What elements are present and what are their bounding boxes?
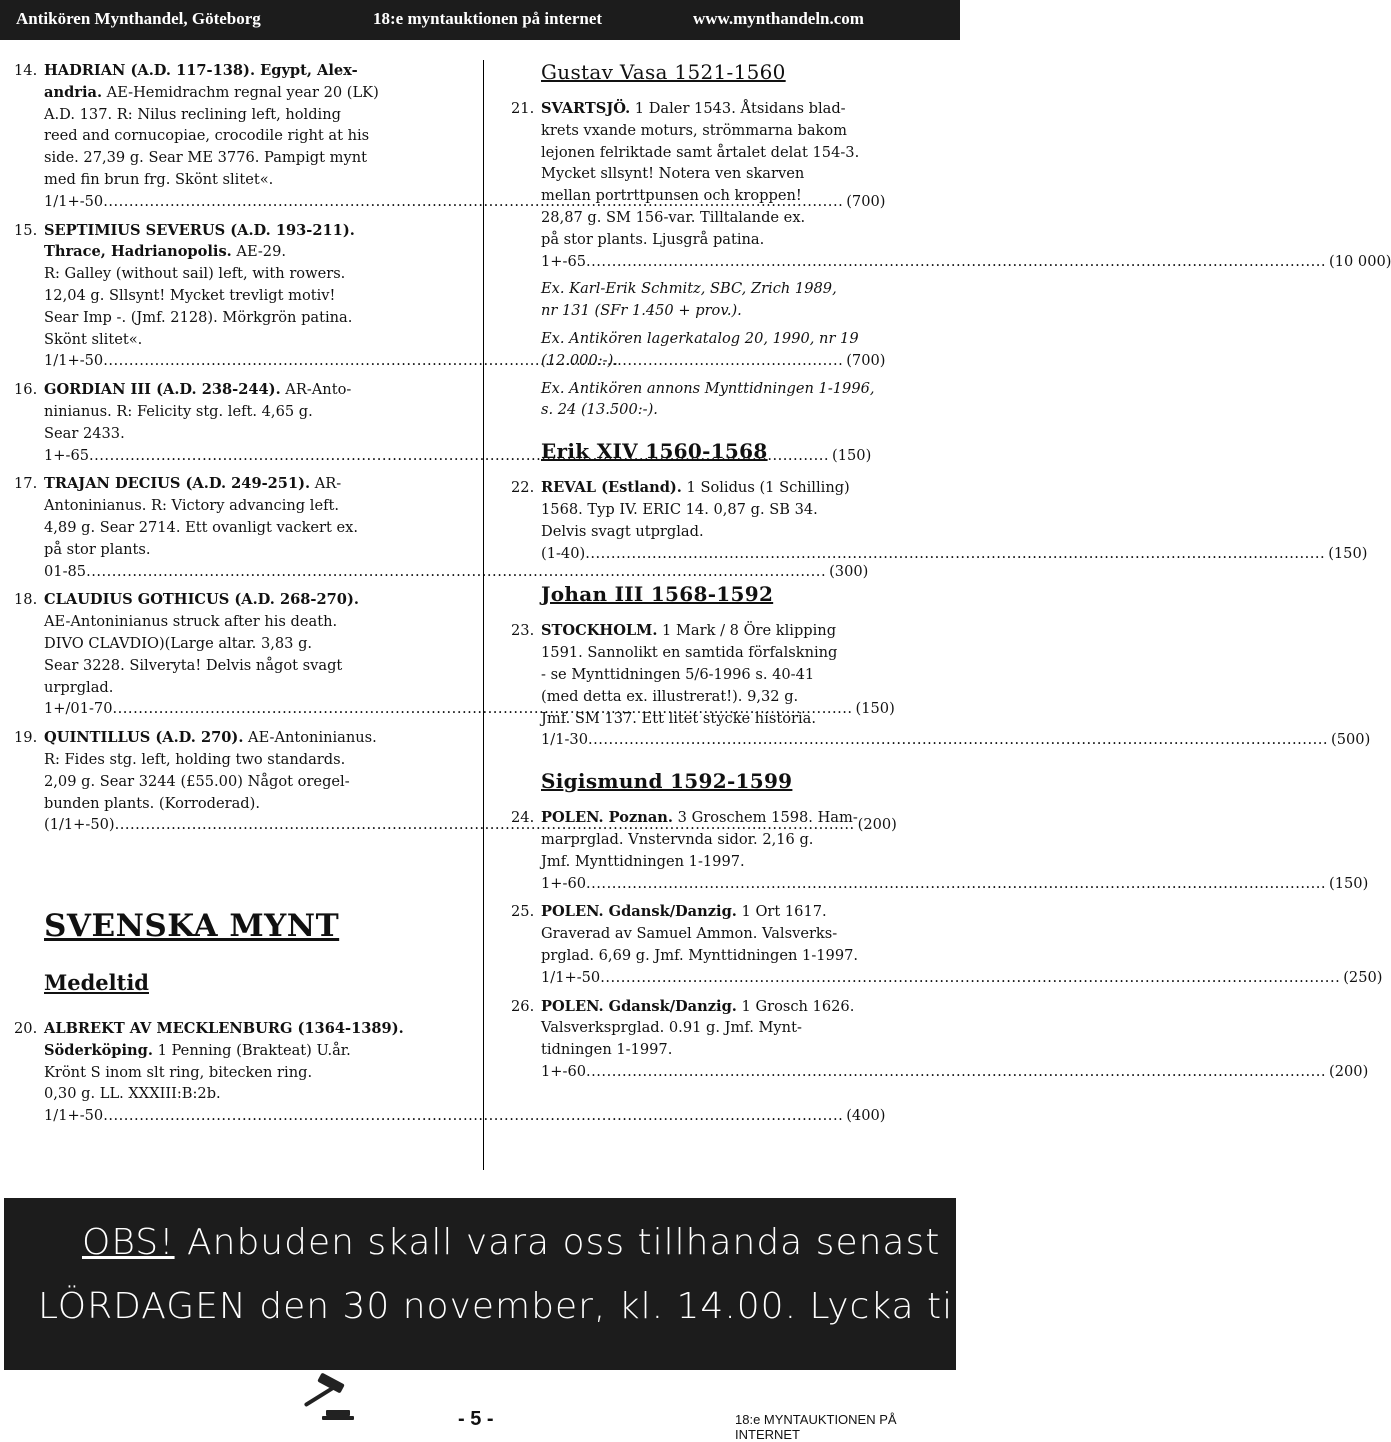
lot-grade: 01-85 xyxy=(44,562,87,580)
lot-line: mellan portrttpunsen och kroppen! xyxy=(541,187,802,205)
leader-dots xyxy=(588,729,1328,751)
lot-line: 28,87 g. SM 156-var. Tilltalande ex. xyxy=(541,208,806,226)
lot-line: SVARTSJÖ. 1 Daler 1543. Åtsidans blad- xyxy=(541,100,846,117)
gavel-icon xyxy=(296,1374,358,1422)
lot-line: SEPTIMIUS SEVERUS (A.D. 193-211). xyxy=(44,221,355,239)
lot-line: HADRIAN (A.D. 117-138). Egypt, Alex- xyxy=(44,62,358,79)
leader-dots xyxy=(600,967,1340,989)
lot-description xyxy=(541,807,1369,894)
lot-line: POLEN. Gdansk/Danzig. 1 Grosch 1626. xyxy=(541,997,855,1015)
lot-line: 2,09 g. Sear 3244 (£55.00) Något oregel- xyxy=(44,772,350,790)
lot-grade: (1/1+-50) xyxy=(44,816,115,834)
lot-number: 24. xyxy=(511,809,535,827)
leader-dots xyxy=(586,1061,1326,1083)
lot-grade: 1/1+-50 xyxy=(44,192,104,210)
lot-line: R: Galley (without sail) left, with rowers. xyxy=(44,265,346,283)
lot-line: tidningen 1-1997. xyxy=(541,1041,673,1059)
lot-grade: 1/1+-50 xyxy=(541,968,601,986)
lot-number: 20. xyxy=(14,1020,38,1037)
lot-line: ninianus. R: Felicity stg. left. 4,65 g. xyxy=(44,402,313,420)
leader-dots xyxy=(103,1105,843,1127)
lot-line: AE-Antoninianus struck after his death. xyxy=(44,613,338,631)
lot-line: R: Fides stg. left, holding two standards. xyxy=(44,750,346,768)
lot-line: side. 27,39 g. Sear ME 3776. Pampigt mynt xyxy=(44,149,367,167)
lot-line: Krönt S inom slt ring, bitecken ring. xyxy=(44,1063,313,1081)
lot-grade: (1-40) xyxy=(541,544,586,562)
lot-number: 18. xyxy=(14,591,38,609)
lot-line: urprglad. xyxy=(44,678,114,696)
lot-line: Valsverksprglad. 0.91 g. Jmf. Mynt- xyxy=(541,1019,802,1037)
lot-item xyxy=(511,98,1391,421)
provenance-line: nr 131 (SFr 1.450 + prov.). xyxy=(541,302,742,320)
lot-estimate: (700) xyxy=(846,352,886,370)
lot-price-row xyxy=(541,543,1368,565)
leader-dots xyxy=(586,873,1326,895)
lot-line: POLEN. Gdansk/Danzig. 1 Ort 1617. xyxy=(541,903,827,921)
provenance-line: (12.000:-). xyxy=(541,351,618,369)
lot-grade: 1+-60 xyxy=(541,874,587,892)
lot-line: ALBREKT AV MECKLENBURG (1364-1389). xyxy=(44,1020,404,1037)
lot-line: Graverad av Samuel Ammon. Valsverks- xyxy=(541,925,838,943)
lot-number: 26. xyxy=(511,997,535,1015)
lot-line: TRAJAN DECIUS (A.D. 249-251). AR- xyxy=(44,475,342,493)
lot-line: Antoninianus. R: Victory advancing left. xyxy=(44,497,339,515)
lot-number: 19. xyxy=(14,729,38,747)
lot-price-row xyxy=(541,729,1371,751)
lot-grade: 1/1+-50 xyxy=(44,1107,104,1125)
lot-line: marprglad. Vnstervnda sidor. 2,16 g. xyxy=(541,830,814,848)
lot-number: 16. xyxy=(14,381,38,399)
page-number: - 5 - xyxy=(458,1408,494,1430)
lot-item xyxy=(511,477,1368,564)
leader-dots xyxy=(585,543,1325,565)
lot-grade: 1/1-30 xyxy=(541,731,588,749)
lot-description xyxy=(541,901,1383,988)
lot-line: Skönt slitet«. xyxy=(44,330,143,348)
provenance-line: Ex. Antikören annons Mynttidningen 1-1996, xyxy=(541,379,875,397)
lot-line: QUINTILLUS (A.D. 270). AE-Antoninianus. xyxy=(44,729,377,747)
footer-auction-title: 18:e MYNTAUKTIONEN PÅ INTERNET xyxy=(735,1412,897,1442)
lot-estimate: (10 000) xyxy=(1329,252,1391,270)
lot-number: 17. xyxy=(14,475,38,493)
banner-text-1: Anbuden skall vara oss tillhanda senast xyxy=(187,1222,941,1263)
ruler-heading: Johan III 1568-1592 xyxy=(541,582,774,607)
lot-price-row xyxy=(541,1061,1369,1083)
header-url[interactable]: www.mynthandeln.com xyxy=(693,9,864,28)
lot-line: Sear 3228. Silveryta! Delvis något svagt xyxy=(44,656,343,674)
lot-number: 14. xyxy=(14,62,38,79)
lot-line: REVAL (Estland). 1 Solidus (1 Schilling) xyxy=(541,479,850,497)
lot-line: lejonen felriktade samt årtalet delat 154-3. xyxy=(541,143,860,161)
lot-grade: 1+-60 xyxy=(541,1062,587,1080)
lot-price-row xyxy=(541,251,1391,273)
lot-line: CLAUDIUS GOTHICUS (A.D. 268-270). xyxy=(44,591,359,609)
provenance-line: s. 24 (13.500:-). xyxy=(541,401,658,419)
lot-estimate: (200) xyxy=(1329,1062,1369,1080)
lot-line: prglad. 6,69 g. Jmf. Mynttidningen 1-1997. xyxy=(541,946,859,964)
lot-grade: 1+-65 xyxy=(541,252,587,270)
lot-item xyxy=(511,901,1383,988)
ruler-heading: Gustav Vasa 1521-1560 xyxy=(541,60,786,84)
lot-line: reed and cornucopiae, crocodile right at his xyxy=(44,127,370,145)
lot-line: Thrace, Hadrianopolis. AE-29. xyxy=(44,243,287,261)
lot-estimate: (150) xyxy=(855,700,895,718)
lot-price-row xyxy=(541,967,1383,989)
lot-estimate: (150) xyxy=(832,446,872,464)
header-auction: 18:e myntauktionen på internet xyxy=(373,9,603,28)
lot-line: Sear 2433. xyxy=(44,424,125,442)
lot-description xyxy=(541,98,1391,421)
lot-line: på stor plants. Ljusgrå patina. xyxy=(541,230,765,248)
lot-number: 15. xyxy=(14,221,38,239)
lot-line: - se Mynttidningen 5/6-1996 s. 40-41 xyxy=(541,665,815,683)
right-column xyxy=(511,60,1391,1090)
lot-estimate: (500) xyxy=(1331,731,1371,749)
lot-line: 1568. Typ IV. ERIC 14. 0,87 g. SB 34. xyxy=(541,500,818,518)
lot-estimate: (300) xyxy=(829,562,869,580)
header-shop: Antikören Mynthandel, Göteborg xyxy=(16,9,261,28)
lot-item xyxy=(511,620,1371,751)
banner-line-1 xyxy=(82,1222,940,1263)
lot-provenance xyxy=(541,278,956,421)
lot-price-row xyxy=(44,561,869,583)
lot-description xyxy=(541,996,1369,1083)
lot-line: 4,89 g. Sear 2714. Ett ovanligt vackert ex. xyxy=(44,518,359,536)
lot-line: Jmf. SM 137. Ett litet stycke historia. xyxy=(541,709,817,727)
lot-line: andria. AE-Hemidrachm regnal year 20 (LK) xyxy=(44,83,379,101)
lot-line: 0,30 g. LL. XXXIII:B:2b. xyxy=(44,1085,221,1103)
lot-line: POLEN. Poznan. 3 Groschem 1598. Ham- xyxy=(541,809,858,827)
deadline-banner xyxy=(4,1198,1004,1370)
lot-price-row xyxy=(541,873,1369,895)
lot-estimate: (200) xyxy=(857,816,897,834)
banner-obs: OBS! xyxy=(82,1222,175,1263)
lot-description xyxy=(541,620,1371,751)
page-header xyxy=(0,0,960,40)
section-title-svenska-mynt: SVENSKA MYNT xyxy=(44,908,340,944)
lot-line: GORDIAN III (A.D. 238-244). AR-Anto- xyxy=(44,381,352,399)
lot-estimate: (150) xyxy=(1328,544,1368,562)
lot-line: 12,04 g. Sllsynt! Mycket trevligt motiv! xyxy=(44,286,336,304)
lot-description xyxy=(541,477,1368,564)
lot-price-row xyxy=(44,1105,886,1127)
lot-item xyxy=(511,807,1369,894)
provenance-line: Ex. Karl-Erik Schmitz, SBC, Zrich 1989, xyxy=(541,280,837,298)
lot-line: med fin brun frg. Skönt slitet«. xyxy=(44,170,274,188)
lot-line: Delvis svagt utprglad. xyxy=(541,522,704,540)
lot-grade: 1+-65 xyxy=(44,446,90,464)
leader-dots xyxy=(586,251,1326,273)
provenance-line: Ex. Antikören lagerkatalog 20, 1990, nr 19 xyxy=(541,329,859,347)
lot-line: på stor plants. xyxy=(44,540,151,558)
lot-line: Sear Imp -. (Jmf. 2128). Mörkgrön patina. xyxy=(44,308,353,326)
subsection-title-medeltid: Medeltid xyxy=(44,970,149,995)
lot-line: Mycket sllsynt! Notera ven skarven xyxy=(541,165,805,183)
lot-number: 23. xyxy=(511,622,535,640)
lot-number: 25. xyxy=(511,903,535,921)
lot-line: 1591. Sannolikt en samtida förfalskning xyxy=(541,644,838,662)
lot-line: (med detta ex. illustrerat!). 9,32 g. xyxy=(541,687,799,705)
lot-line: DIVO CLAVDIO)(Large altar. 3,83 g. xyxy=(44,634,313,652)
lot-line: krets vxande moturs, strömmarna bakom xyxy=(541,121,847,139)
ruler-heading: Sigismund 1592-1599 xyxy=(541,769,793,794)
lot-estimate: (400) xyxy=(846,1107,886,1125)
lot-grade: 1+/01-70 xyxy=(44,700,113,718)
lot-number: 21. xyxy=(511,100,535,117)
lot-line: Jmf. Mynttidningen 1-1997. xyxy=(541,852,745,870)
banner-line-2: LÖRDAGEN den 30 november, kl. 14.00. Lycka till ! xyxy=(38,1286,1004,1327)
lot-number: 22. xyxy=(511,479,535,497)
lot-estimate: (250) xyxy=(1343,968,1383,986)
lot-line: A.D. 137. R: Nilus reclining left, holding xyxy=(44,105,341,123)
column-divider xyxy=(483,60,484,1170)
lot-line: Söderköping. 1 Penning (Brakteat) U.år. xyxy=(44,1041,351,1059)
lot-item xyxy=(511,996,1369,1083)
lot-estimate: (700) xyxy=(846,192,886,210)
lot-line: bunden plants. (Korroderad). xyxy=(44,794,260,812)
ruler-heading: Erik XIV 1560-1568 xyxy=(541,439,768,464)
lot-estimate: (150) xyxy=(1329,874,1369,892)
lot-grade: 1/1+-50 xyxy=(44,352,104,370)
lot-line: STOCKHOLM. 1 Mark / 8 Öre klipping xyxy=(541,622,837,640)
